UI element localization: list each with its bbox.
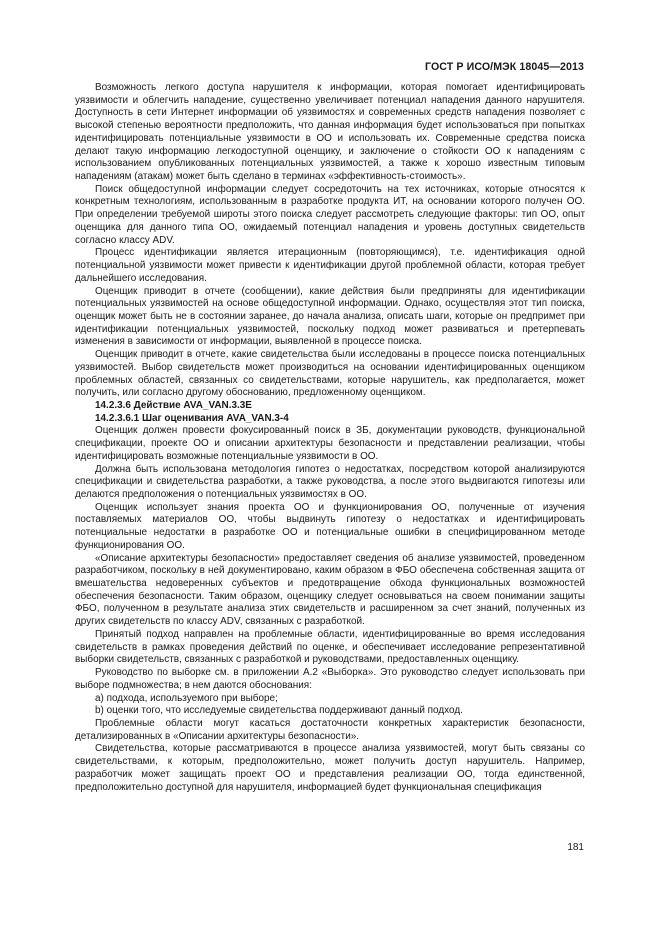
section-heading-step: 14.2.3.6.1 Шаг оценивания AVA_VAN.3-4 xyxy=(95,412,289,424)
paragraph: Процесс идентификации является итерационным (повторяющимся), т.е. идентификация одной потенциальной уязвимости может привести к идентификации другой проблемной области, которая требует дальнейшего исследования. xyxy=(75,247,585,284)
standard-header: ГОСТ Р ИСО/МЭК 18045—2013 xyxy=(425,61,584,73)
section-heading-action: 14.2.3.6 Действие AVA_VAN.3.3E xyxy=(95,399,252,411)
page-number: 181 xyxy=(567,842,584,853)
paragraph: Оценщик использует знания проекта ОО и функционирования ОО, полученные от изучения поставляемых материалов ОО, чтобы выдвинуть гипотезу о недостатках и идентифицировать потенциальные недостатки в разработке ОО и потенциальные ошибки в специфицированном методе функционирования ОО. xyxy=(75,501,585,551)
paragraph: «Описание архитектуры безопасности» предоставляет сведения об анализе уязвимостей, проведенном разработчиком, поскольку в ней документировано, каким образом в ФБО обеспечена собственная защита от вмешательства недоверенных субъектов и предотвращение обхода функциональных возможностей обеспечения безопасности. Таким образом, оценщику следует основываться на своем понимании защиты ФБО, полученном в результате анализа этих свидетельств и расширенном за счет знаний, полученных из других свидетельств по классу ADV, связанных с разработкой. xyxy=(75,552,585,628)
paragraph: Поиск общедоступной информации следует сосредоточить на тех источниках, которые относятся к конкретным технологиям, использованным в разработке продукта ИТ, на основании которого получен ОО. При определении требуемой широты этого поиска следует рассмотреть следующие факторы: тип ОО, опыт оценщика для данного типа ОО, ожидаемый потенциал нападения и уровень доступных свидетельств согласно классу ADV. xyxy=(75,183,585,246)
document-body xyxy=(75,82,585,794)
list-item: b) оценки того, что исследуемые свидетельства поддерживают данный подход. xyxy=(95,705,463,717)
paragraph: Свидетельства, которые рассматриваются в процессе анализа уязвимостей, могут быть связаны со свидетельствами, к которым, предположительно, может получить доступ нарушитель. Например, разработчик может защищать проект ОО и представления реализации ОО, тогда единственной, предположительно доступной для нарушителя, информацией будет функциональная спецификация xyxy=(75,743,585,793)
paragraph: Оценщик приводит в отчете, какие свидетельства были исследованы в процессе поиска потенциальных уязвимостей. Выбор свидетельств может производиться на основании идентифицированных оценщиком проблемных областей, связанных со свидетельствами, которые нарушитель, как предполагается, может получить, или согласно другому обоснованию, предложенному оценщиком. xyxy=(75,349,585,399)
paragraph: Должна быть использована методология гипотез о недостатках, посредством которой анализируются спецификации и свидетельства разработки, а также руководства, а после этого выдвигаются гипотезы или делаются предположения о потенциальных уязвимостях в ОО. xyxy=(75,463,585,500)
paragraph: Оценщик приводит в отчете (сообщении), какие действия были предприняты для идентификации потенциальных уязвимостей на основе общедоступной информации. Однако, осуществляя этот тип поиска, оценщик может быть не в состоянии заранее, до начала анализа, описать шаги, которые он предпримет при идентификации потенциальных уязвимостей, поскольку подход может развиваться и претерпевать изменения в зависимости от информации, выявленной в процессе поиска. xyxy=(75,285,585,348)
paragraph: Руководство по выборке см. в приложении А.2 «Выборка». Это руководство следует использовать при выборе подмножества; в нем даются обоснования: xyxy=(75,667,585,691)
list-item: а) подхода, используемого при выборе; xyxy=(95,692,278,704)
paragraph: Принятый подход направлен на проблемные области, идентифицированные во время исследования свидетельств в рамках проведения действий по оценке, и обеспечивает исследование репрезентативной выборки свидетельств, связанных с разработкой и руководствами, предоставленных оценщику. xyxy=(75,628,585,666)
paragraph: Проблемные области могут касаться достаточности конкретных характеристик безопасности, детализированных в «Описании архитектуры безопасности». xyxy=(75,717,585,742)
paragraph: Возможность легкого доступа нарушителя к информации, которая помогает идентифицировать уязвимости и облегчить нападение, существенно увеличивает потенциал нападения данного нарушителя. Доступность в сети Интернет информации об уязвимостях и современных средств нападения позволяет с высокой степенью вероятности предположить, что данная информация будет использоваться при попытках идентифицировать потенциальные уязвимости в ОО и использовать их. Современные средства поиска делают такую информацию легкодоступной оценщику, и заключение о стойкости ОО к нападениям с использованием опубликованных потенциальных уязвимостей, а также к хорошо известным типовым нападениям (атакам) может быть сделано в терминах «эффективность-стоимость». xyxy=(75,82,585,183)
paragraph: Оценщик должен провести фокусированный поиск в ЗБ, документации руководств, функциональной спецификации, проекте ОО и описании архитектуры безопасности и представлении реализации, чтобы идентифицировать возможные потенциальные уязвимости в ОО. xyxy=(75,425,585,462)
